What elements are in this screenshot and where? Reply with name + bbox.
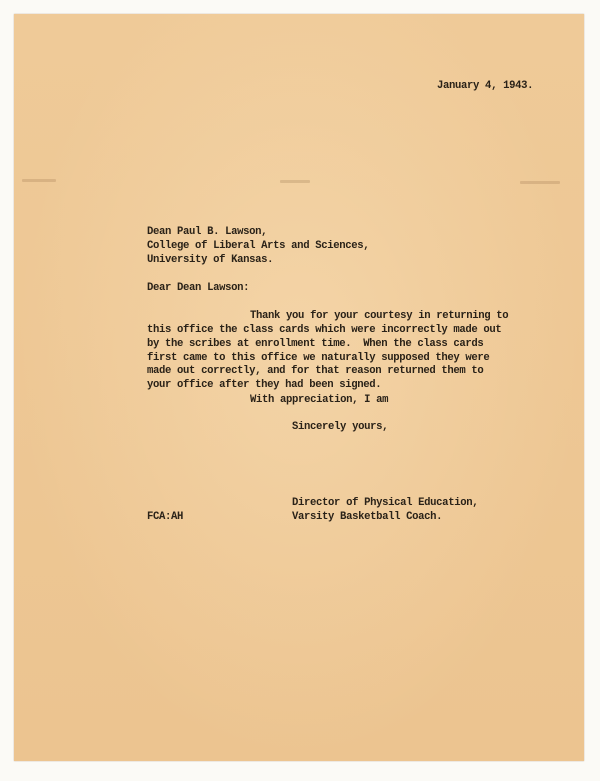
body-line-1: Thank you for your courtesy in returning to: [250, 310, 509, 322]
faint-mark-right: [520, 181, 560, 184]
signature-title-1: Director of Physical Education,: [292, 497, 479, 509]
closing: Sincerely yours,: [292, 421, 389, 433]
body-line-5: made out correctly, and for that reason returned them to: [147, 365, 484, 377]
body-line-2: this office the class cards which were incorrectly made out: [147, 324, 502, 336]
recipient-line-1: Dean Paul B. Lawson,: [147, 226, 268, 238]
recipient-line-2: College of Liberal Arts and Sciences,: [147, 240, 370, 252]
letter-page: [14, 14, 584, 761]
body-line-3: by the scribes at enrollment time. When the class cards: [147, 338, 484, 350]
signature-title-2: Varsity Basketball Coach.: [292, 511, 443, 523]
letter-date: January 4, 1943.: [437, 80, 534, 92]
faint-mark-center: [280, 180, 310, 183]
reference-initials: FCA:AH: [147, 511, 184, 523]
salutation: Dear Dean Lawson:: [147, 282, 250, 294]
body-line-4: first came to this office we naturally supposed they were: [147, 352, 490, 364]
body-line-6: your office after they had been signed.: [147, 379, 382, 391]
appreciation-line: With appreciation, I am: [250, 394, 389, 406]
recipient-line-3: University of Kansas.: [147, 254, 274, 266]
faint-mark-left: [22, 179, 56, 182]
